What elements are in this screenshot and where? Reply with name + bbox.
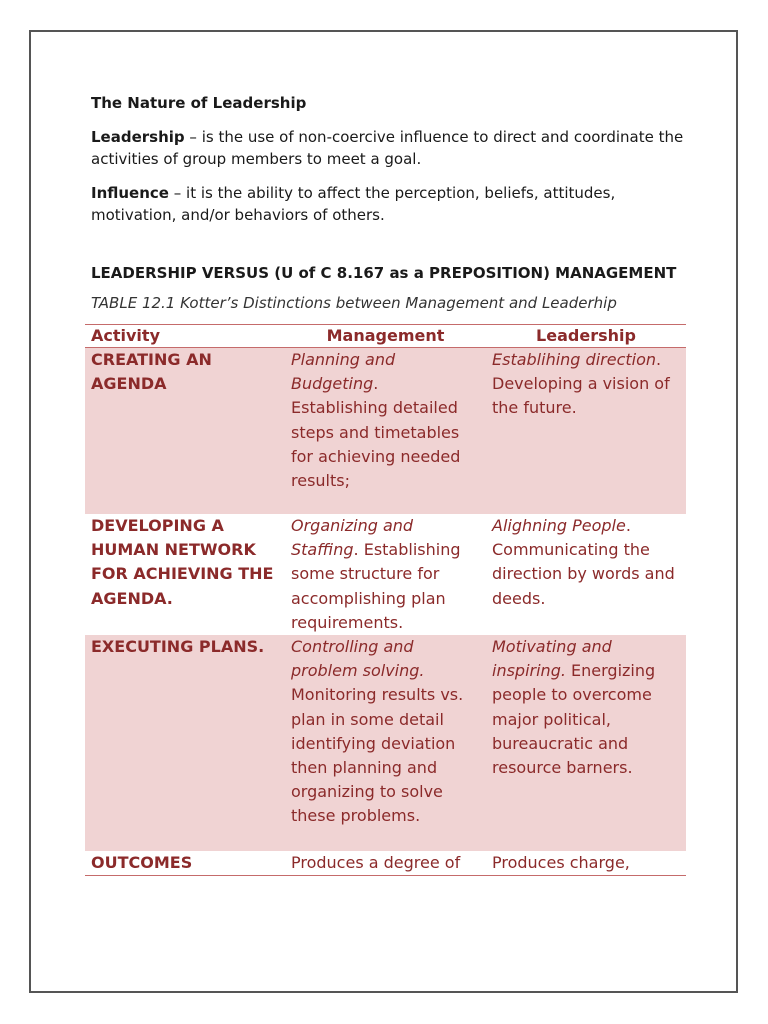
leadership-title: Motivating and inspiring. — [492, 637, 612, 681]
document-page — [29, 30, 738, 993]
leadership-text: . Developing a vision of the future. — [492, 350, 670, 418]
management-cell — [285, 348, 486, 515]
definition-text: – it is the ability to affect the perception, beliefs, attitudes, motivation, and/or behaviors of others. — [91, 184, 616, 224]
definition-influence — [91, 182, 687, 226]
header-leadership: Leadership — [486, 325, 686, 348]
page-title: The Nature of Leadership — [91, 94, 307, 112]
table-caption: TABLE 12.1 Kotter’s Distinctions between Management and Leaderhip — [91, 294, 617, 312]
management-cell — [285, 635, 486, 851]
table-row — [85, 514, 686, 635]
document-content — [91, 94, 687, 876]
leadership-title: Alighning People — [492, 516, 626, 535]
table-row — [85, 851, 686, 876]
management-text: . Establishing detailed steps and timetables for achieving needed results; — [291, 374, 461, 491]
table-header-row — [85, 325, 686, 348]
management-title: Organizing and Staffing — [291, 516, 414, 560]
header-management: Management — [285, 325, 486, 348]
management-cell — [285, 851, 486, 876]
activity-cell: CREATING AN AGENDA — [85, 348, 285, 515]
leadership-text: . Communicating the direction by words and deeds. — [492, 516, 675, 608]
management-title: Planning and Budgeting — [291, 350, 396, 394]
kotter-table — [85, 324, 686, 876]
management-title: Controlling and problem solving. — [291, 637, 425, 681]
definition-text: – is the use of non-coercive influence to direct and coordinate the activities of group members to meet a goal. — [91, 128, 684, 168]
leadership-text: Energizing people to overcome major political, bureaucratic and resource barners. — [492, 661, 656, 778]
definition-term: Leadership — [91, 128, 185, 146]
management-text: Monitoring results vs. plan in some detail identifying deviation then planning and organizing to solve these problems. — [291, 685, 464, 826]
activity-cell: DEVELOPING A HUMAN NETWORK FOR ACHIEVING THE AGENDA. — [91, 516, 274, 608]
leadership-text: Produces charge, — [492, 853, 630, 873]
table-row — [85, 635, 686, 851]
leadership-cell — [486, 348, 686, 515]
header-activity: Activity — [85, 325, 285, 348]
section-heading: LEADERSHIP VERSUS (U of C 8.167 as a PREPOSITION) MANAGEMENT — [91, 264, 677, 282]
activity-cell: EXECUTING PLANS. — [85, 635, 285, 851]
management-text: Produces a degree of — [291, 853, 461, 873]
management-text: . Establishing some structure for accomplishing plan requirements. — [291, 540, 461, 632]
definition-leadership — [91, 126, 687, 170]
leadership-cell — [486, 514, 686, 635]
table-row — [85, 348, 686, 515]
leadership-cell — [486, 635, 686, 851]
leadership-cell — [486, 851, 686, 876]
management-cell — [285, 514, 486, 635]
activity-cell: OUTCOMES — [85, 851, 285, 876]
definition-term: Influence — [91, 184, 169, 202]
leadership-title: Establihing direction — [492, 350, 657, 369]
